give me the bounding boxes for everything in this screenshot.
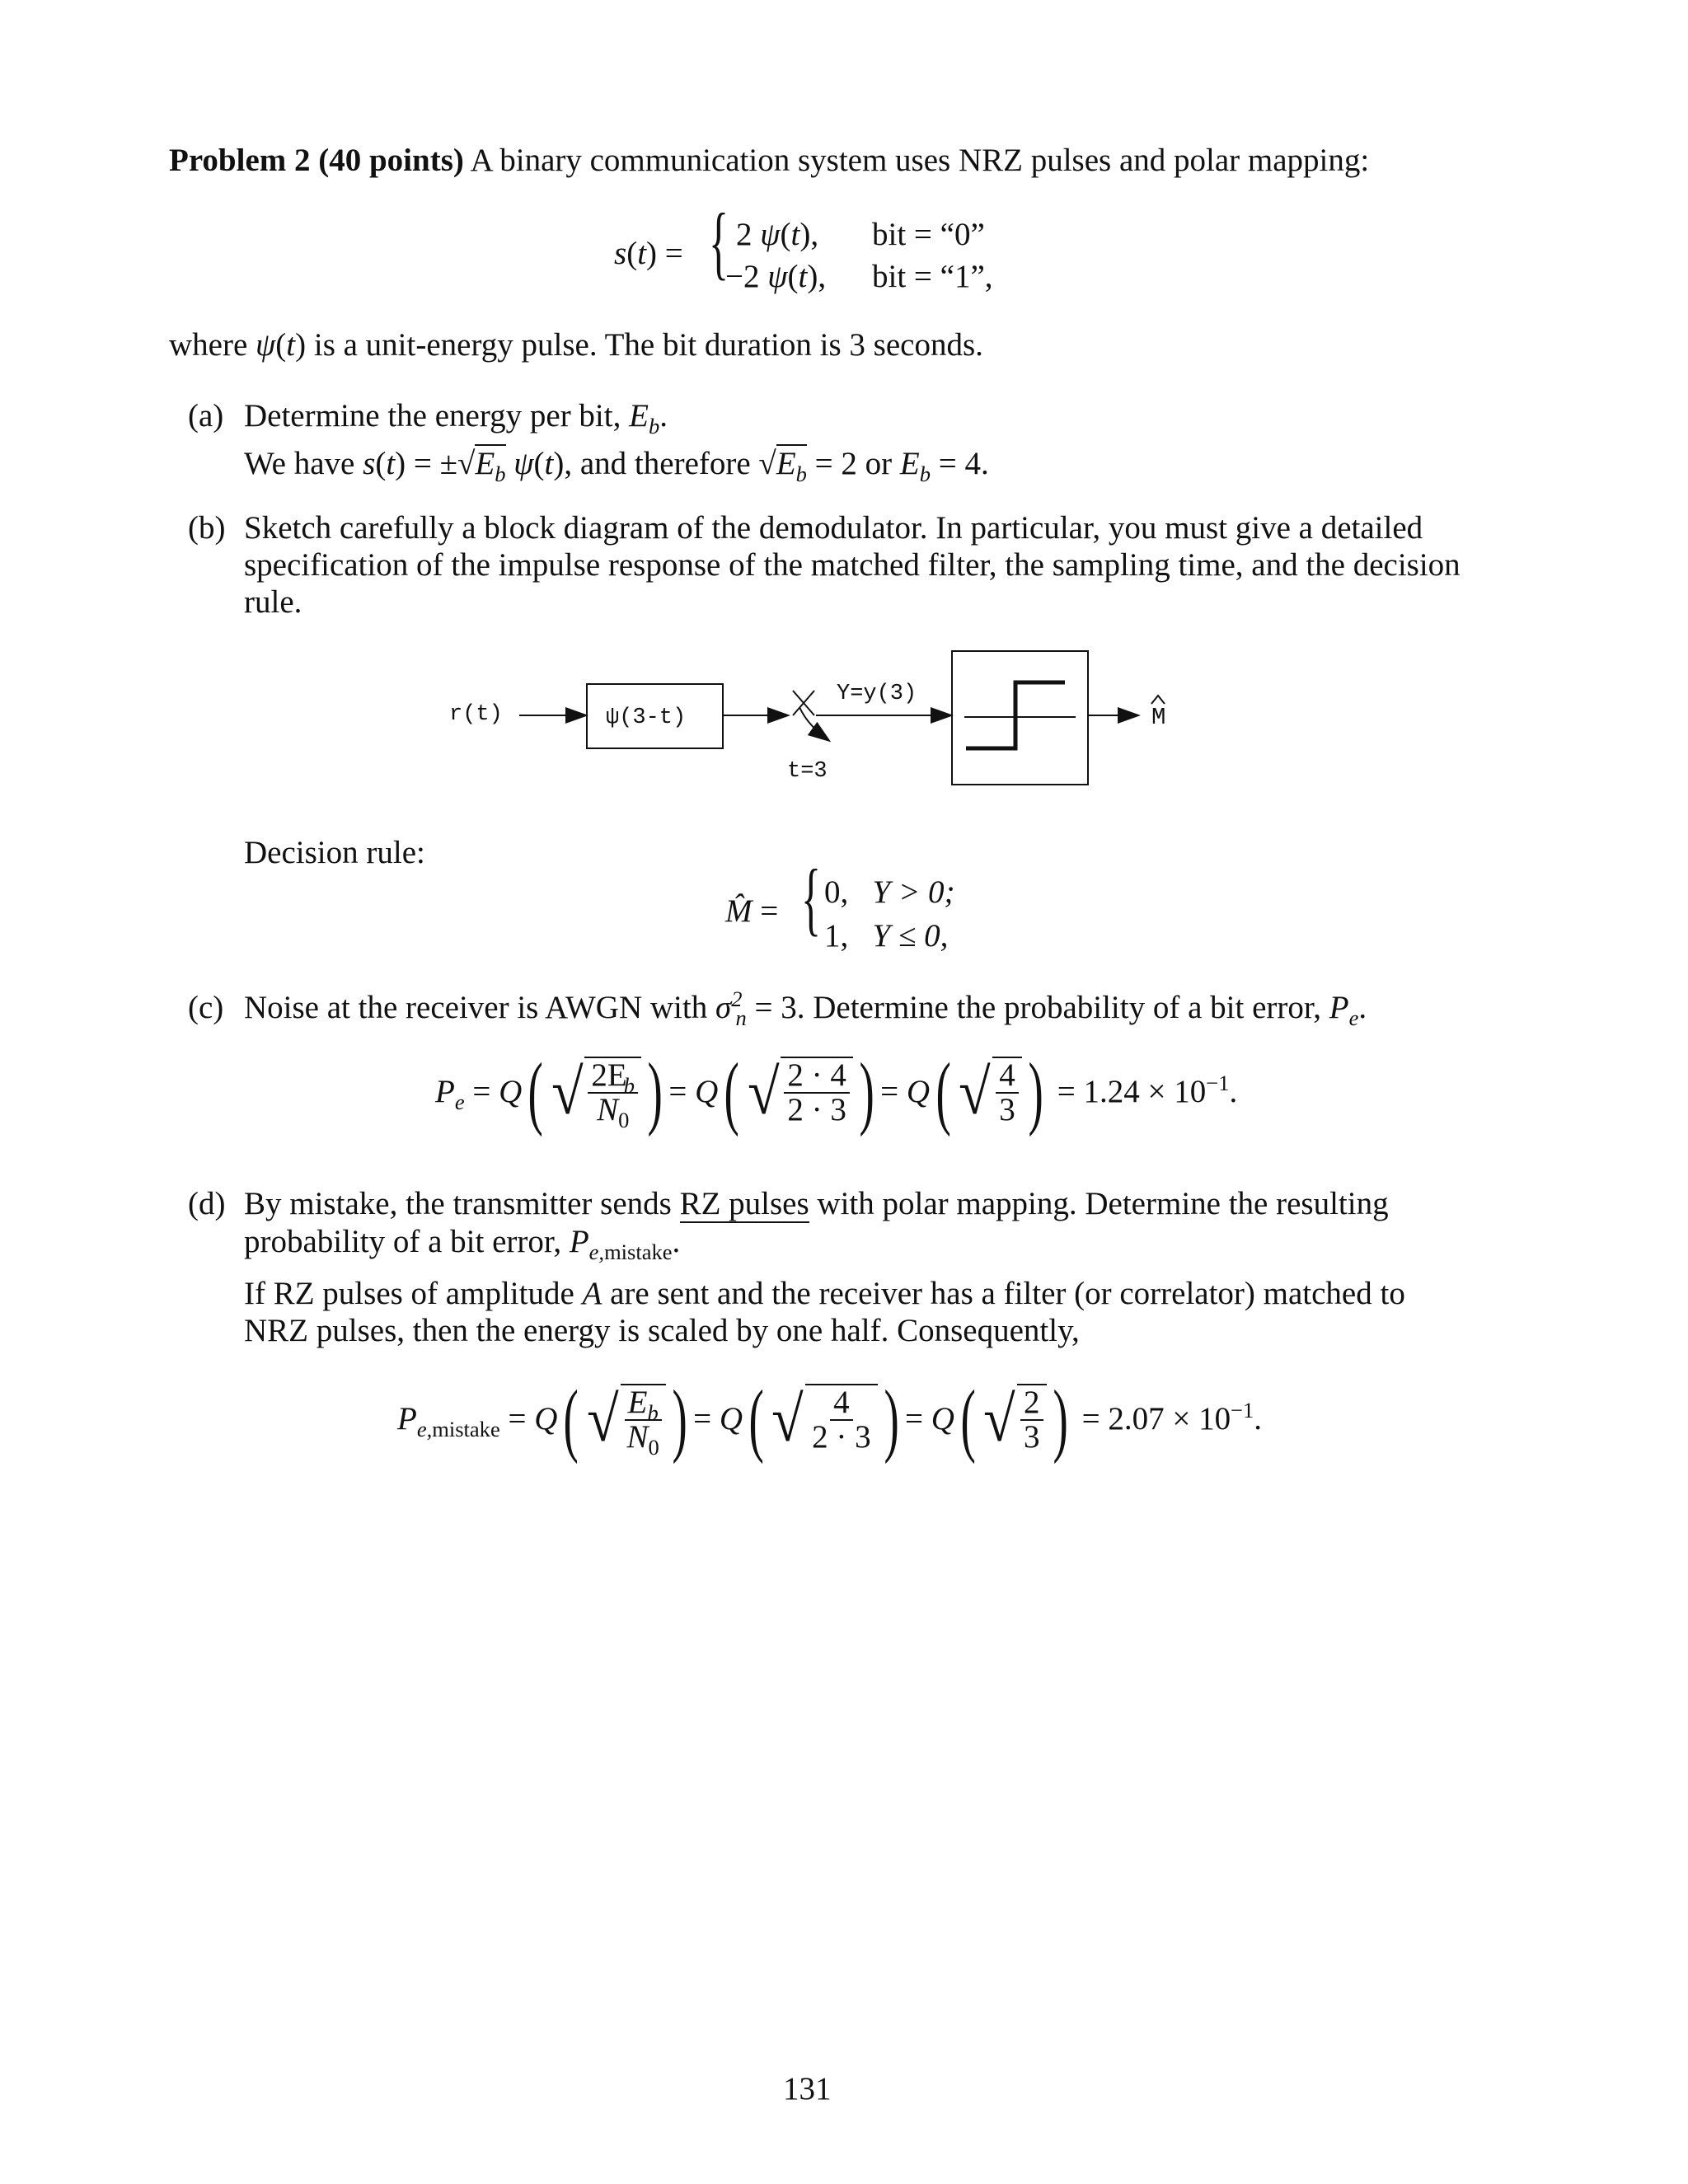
sampler-arc [799, 707, 828, 740]
decision-lhs: M̂ = [725, 893, 779, 929]
sample-time-label: t=3 [787, 759, 828, 784]
part-a-answer: We have $s(t) = \pm√E_b$ ψ(t), and therefore $√E_b = 2$ or $E_b = 4$. [244, 446, 989, 486]
decision-case1: 0, Y > 0; [824, 874, 955, 910]
part-a-question: Determine the energy per bit, $E_b$. [244, 398, 668, 438]
part-d-question-line2: probability of a bit error, $P_{e,mistake}$. [244, 1224, 681, 1264]
part-b-question-line3: rule. [244, 584, 302, 620]
part-d-question-line1: By mistake, the transmitter sends RZ pulses with polar mapping. Determine the resulting [244, 1186, 1389, 1221]
signal-case1-cond: bit = “0” [872, 217, 985, 252]
part-c-label: (c) [188, 990, 224, 1025]
decision-step [966, 682, 1065, 748]
part-b-label: (b) [188, 510, 226, 546]
part-c-equation: $P_e = Q$ ( √ $\frac{2E_b}{N_0}$ ) = Q ( √ $\frac{2 \cdot 4}{2 \cdot 3}$ ) = Q ( √ $\frac{4}{3}$ ) = $1.24 \times 10^{-1}$. [435, 1046, 1238, 1137]
decision-brace: { [801, 852, 821, 944]
part-b-question-line2: specification of the impulse response of the matched filter, the sampling time, and the decision [244, 547, 1461, 583]
signal-case2-expr: −2 ψ(t), [725, 259, 827, 294]
output-hat [1151, 696, 1165, 704]
signal-lhs: s(t) = [614, 236, 683, 271]
output-label: M [1151, 704, 1166, 731]
part-c-question: Noise at the receiver is AWGN with $\sigma^2_n = 3$. Determine the probability of a bit error, $P_e$. [244, 987, 1367, 1030]
sampler-switch [793, 691, 814, 715]
part-a-label: (a) [188, 398, 224, 434]
part-d-answer-line1: If RZ pulses of amplitude A are sent and the receiver has a filter (or correlator) matched to [244, 1276, 1405, 1311]
input-label: r(t) [449, 702, 503, 727]
demodulator-block-diagram [412, 635, 1220, 799]
problem-heading: Problem 2 (40 points) [169, 143, 464, 178]
problem-intro: A binary communication system uses NRZ pulses and polar mapping: [470, 143, 1370, 178]
part-d-equation: $P_{e,mistake} = Q$ ( √ $\frac{E_b}{N_0}$ ) = Q ( √ $\frac{4}{2 \cdot 3}$ ) = Q ( √ $\frac{2}{3}$ ) = $2.07 \times 10^{-1}$. [397, 1373, 1263, 1465]
decision-case2: 1, Y ≤ 0, [824, 918, 949, 954]
signal-case2-cond: bit = “1”, [872, 259, 993, 294]
problem-statement [169, 142, 1369, 180]
part-b-question-line1: Sketch carefully a block diagram of the demodulator. In particular, you must give a detailed [244, 510, 1423, 546]
page-number: 131 [783, 2071, 832, 2107]
signal-brace: { [709, 196, 729, 288]
part-d-answer-line2: NRZ pulses, then the energy is scaled by one half. Consequently, [244, 1313, 1080, 1348]
matched-filter-label: ψ(3-t) [606, 705, 687, 730]
part-d-label: (d) [188, 1186, 226, 1221]
signal-case1-expr: 2 ψ(t), [736, 217, 819, 252]
where-line: where ψ(t) is a unit-energy pulse. The bit duration is 3 seconds. [169, 327, 983, 363]
sample-value-label: Y=y(3) [837, 682, 917, 706]
decision-rule-label: Decision rule: [244, 835, 425, 870]
